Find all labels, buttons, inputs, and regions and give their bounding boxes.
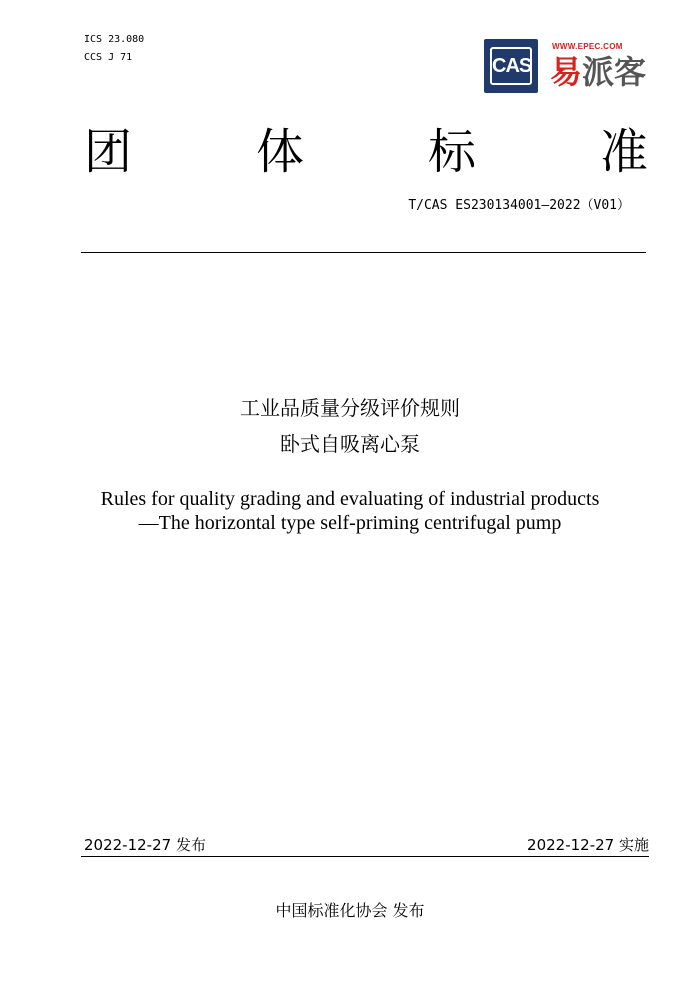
standard-type-title: [84, 122, 648, 182]
english-title: Rules for quality grading and evaluating of industrial products—The horizontal type self-priming centrifugal pump: [100, 488, 600, 534]
bottom-divider: [81, 856, 649, 857]
standard-number: T/CAS ES230134001—2022（V01）: [408, 198, 630, 213]
publisher-logo: [484, 39, 654, 95]
title-char: 体: [255, 124, 304, 180]
top-divider: [81, 252, 646, 253]
title-char: 团: [84, 124, 133, 180]
epec-brand: [550, 53, 646, 91]
publisher-line: 中国标准化协会 发布: [275, 901, 425, 920]
ics-code: ICS 23.080: [84, 34, 145, 45]
cas-logo-text: CAS: [490, 47, 532, 85]
chinese-title-line-1: 工业品质量分级评价规则: [240, 396, 460, 420]
cas-logo-icon: [484, 39, 538, 93]
issue-date: 2022-12-27 发布: [84, 836, 206, 854]
implementation-date: 2022-12-27 实施: [527, 836, 649, 854]
title-char: 准: [599, 124, 648, 180]
epec-url: WWW.EPEC.COM: [552, 42, 623, 51]
brand-part-1: 易: [550, 53, 583, 91]
classification-codes: [84, 31, 144, 67]
title-char: 标: [427, 124, 476, 180]
brand-part-2: 派客: [582, 53, 647, 91]
chinese-title-line-2: 卧式自吸离心泵: [280, 432, 420, 456]
ccs-code: CCS J 71: [84, 52, 133, 63]
